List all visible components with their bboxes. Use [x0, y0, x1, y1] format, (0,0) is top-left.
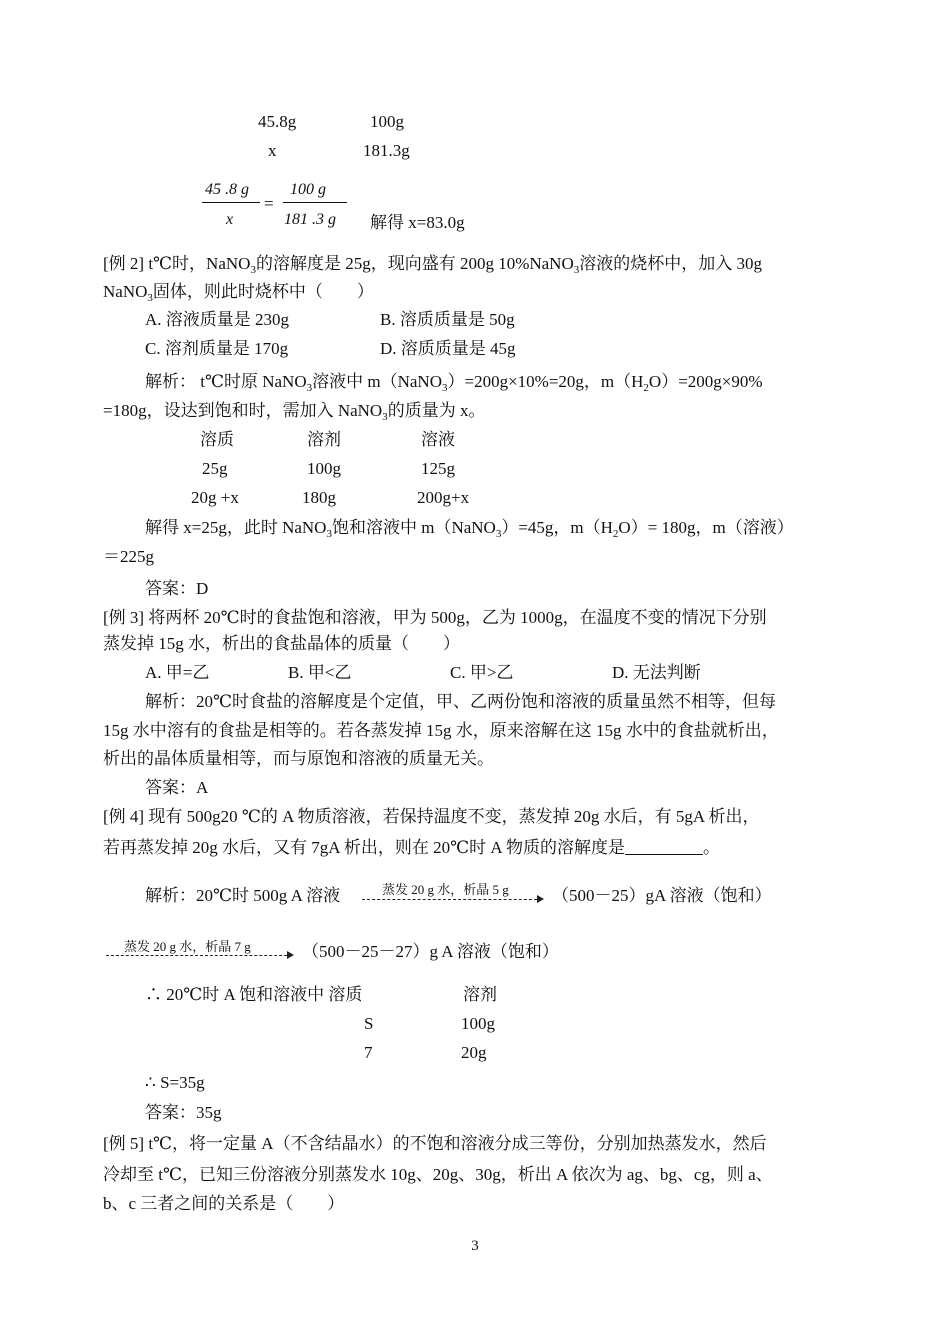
- table-header: 溶剂: [463, 985, 497, 1004]
- fraction-bar: [202, 202, 260, 203]
- answer-text: 答案：A: [145, 778, 209, 797]
- example-5-question: 冷却至 t℃，已知三份溶液分别蒸发水 10g、20g、30g，析出 A 依次为 ag、bg、cg，则 a、: [103, 1165, 773, 1184]
- analysis-text: （500－25－27）g A 溶液（饱和）: [302, 942, 559, 961]
- analysis-text: =180g，设达到饱和时，需加入 NaNO$_3$的质量为 x。: [103, 401, 486, 423]
- option-b: B. 溶质质量是 50g: [380, 310, 515, 329]
- option-a: A. 溶液质量是 230g: [145, 310, 290, 329]
- answer-text: 答案：D: [145, 579, 209, 598]
- example-2-question: NaNO$_3$固体，则此时烧杯中（ ）: [103, 282, 374, 304]
- solution-text: ＝225g: [103, 547, 154, 566]
- table-header: 溶液: [421, 430, 455, 449]
- fraction-numerator: 100 g: [290, 181, 326, 198]
- example-3-question: [例 3] 将两杯 20℃时的食盐饱和溶液，甲为 500g，乙为 1000g，在温度不变的情况下分别: [103, 608, 767, 627]
- table-cell: 7: [364, 1043, 373, 1062]
- example-2-question: [例 2] t℃时，NaNO$_3$的溶解度是 25g，现向盛有 200g 10%NaNO$_3$溶液的烧杯中，加入 30g: [103, 254, 762, 276]
- arrow-label: 蒸发 20 g 水，析晶 7 g: [124, 939, 251, 954]
- table-cell: 200g+x: [417, 488, 470, 507]
- table-cell: S: [364, 1014, 374, 1033]
- analysis-text: （500－25）gA 溶液（饱和）: [552, 886, 772, 905]
- analysis-text: 解析： t℃时原 NaNO$_3$溶液中 m（NaNO$_3$）=200g×10%=20g，$m(H_2O)=200g\times 90\%$: [145, 372, 763, 394]
- fraction-result: 解得 x=83.0g: [370, 213, 465, 232]
- example-5-question: [例 5] t℃，将一定量 A（不含结晶水）的不饱和溶液分成三等份，分别加热蒸发水，然后: [103, 1134, 767, 1153]
- table-cell: 100g: [307, 459, 341, 478]
- solution-text: 解得 x=25g，此时 NaNO$_3$饱和溶液中 m（NaNO$_3$）=45g，$m(H_2O)= 180g$，m（溶液）: [145, 518, 794, 540]
- reaction-arrow: [106, 955, 292, 956]
- fraction-bar: [283, 202, 347, 203]
- answer-blank: [625, 838, 703, 855]
- ratio-value: x: [268, 141, 277, 160]
- table-cell: 25g: [202, 459, 228, 478]
- equals-sign: =: [264, 194, 274, 213]
- analysis-text: ∴ 20℃时 A 饱和溶液中 溶质: [145, 985, 363, 1004]
- analysis-text: 解析：20℃时食盐的溶解度是个定值，甲、乙两份饱和溶液的质量虽然不相等，但每: [145, 692, 777, 711]
- example-5-question: b、c 三者之间的关系是（ ）: [103, 1194, 345, 1213]
- analysis-text: 解析：20℃时 500g A 溶液: [145, 886, 341, 905]
- table-cell: 20g: [461, 1043, 487, 1062]
- table-cell: 125g: [421, 459, 455, 478]
- table-cell: 20g +x: [191, 488, 239, 507]
- option-d: D. 无法判断: [612, 663, 701, 682]
- fraction-denominator: 181 .3 g: [284, 211, 336, 228]
- analysis-text: ∴ S=35g: [145, 1073, 205, 1092]
- analysis-text: 析出的晶体质量相等，而与原饱和溶液的质量无关。: [103, 749, 494, 768]
- fraction-numerator: 45 .8 g: [205, 181, 249, 198]
- answer-text: 答案：35g: [145, 1103, 222, 1122]
- ratio-value: 45.8g: [258, 112, 297, 131]
- table-header: 溶剂: [307, 430, 341, 449]
- example-4-question: 若再蒸发掉 20g 水后，又有 7gA 析出，则在 20℃时 A 物质的溶解度是 。: [103, 838, 720, 857]
- option-b: B. 甲<乙: [288, 663, 352, 682]
- option-c: C. 溶剂质量是 170g: [145, 339, 289, 358]
- example-4-question: [例 4] 现有 500g20 ℃的 A 物质溶液，若保持温度不变，蒸发掉 20g 水后，有 5gA 析出，: [103, 807, 760, 826]
- analysis-text: 15g 水中溶有的食盐是相等的。若各蒸发掉 15g 水，原来溶解在这 15g 水中的食盐就析出，: [103, 721, 779, 740]
- option-d: D. 溶质质量是 45g: [380, 339, 516, 358]
- table-cell: 100g: [461, 1014, 495, 1033]
- ratio-value: 100g: [370, 112, 404, 131]
- table-cell: 180g: [302, 488, 336, 507]
- table-header: 溶质: [200, 430, 234, 449]
- example-3-question: 蒸发掉 15g 水，析出的食盐晶体的质量（ ）: [103, 634, 460, 653]
- option-c: C. 甲>乙: [450, 663, 514, 682]
- fraction-denominator: x: [226, 211, 234, 228]
- ratio-value: 181.3g: [363, 141, 410, 160]
- page-number: 3: [471, 1238, 479, 1254]
- arrow-label: 蒸发 20 g 水，析晶 5 g: [382, 882, 509, 897]
- option-a: A. 甲=乙: [145, 663, 210, 682]
- reaction-arrow: [362, 899, 542, 900]
